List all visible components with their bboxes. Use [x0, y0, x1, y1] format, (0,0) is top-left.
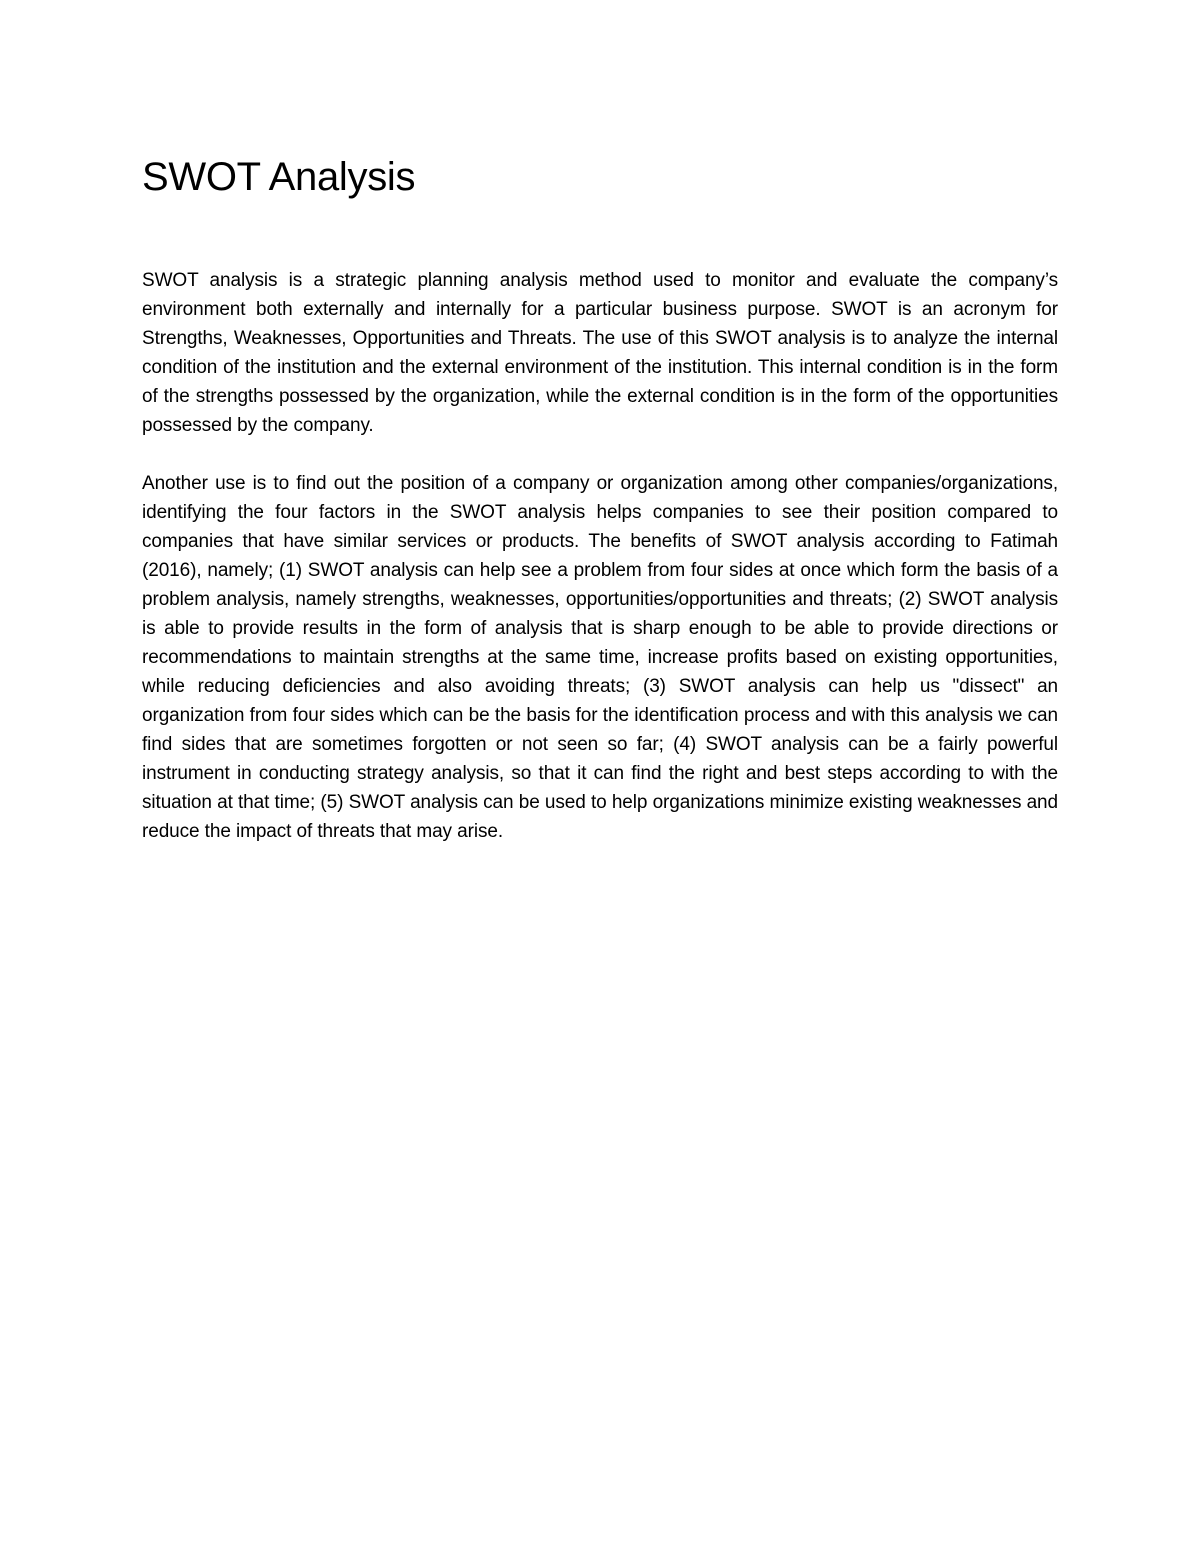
- document-title: SWOT Analysis: [142, 155, 416, 199]
- document-content: [142, 150, 1058, 846]
- paragraph-swot-definition: SWOT analysis is a strategic planning analysis method used to monitor and evaluate the company’s environment both externally and internally for a particular business purpose. SWOT is an acronym for Strengths, Weaknesses, Opportunities and Threats. The use of this SWOT analysis is to analyze the internal condition of the institution and the external environment of the institution. This internal condition is in the form of the strengths possessed by the organization, while the external condition is in the form of the opportunities possessed by the company.: [142, 270, 1058, 436]
- paragraph-swot-benefits: Another use is to find out the position of a company or organization among other companies/organizations, identifying the four factors in the SWOT analysis helps companies to see their position compared to companies that have similar services or products. The benefits of SWOT analysis according to Fatimah (2016), namely; (1) SWOT analysis can help see a problem from four sides at once which form the basis of a problem analysis, namely strengths, weaknesses, opportunities/opportunities and threats; (2) SWOT analysis is able to provide results in the form of analysis that is sharp enough to be able to provide directions or recommendations to maintain strengths at the same time, increase profits based on existing opportunities, while reducing deficiencies and also avoiding threats; (3) SWOT analysis can help us "dissect" an organization from four sides which can be the basis for the identification process and with this analysis we can find sides that are sometimes forgotten or not seen so far; (4) SWOT analysis can be a fairly powerful instrument in conducting strategy analysis, so that it can find the right and best steps according to with the situation at that time; (5) SWOT analysis can be used to help organizations minimize existing weaknesses and reduce the impact of threats that may arise.: [142, 473, 1058, 842]
